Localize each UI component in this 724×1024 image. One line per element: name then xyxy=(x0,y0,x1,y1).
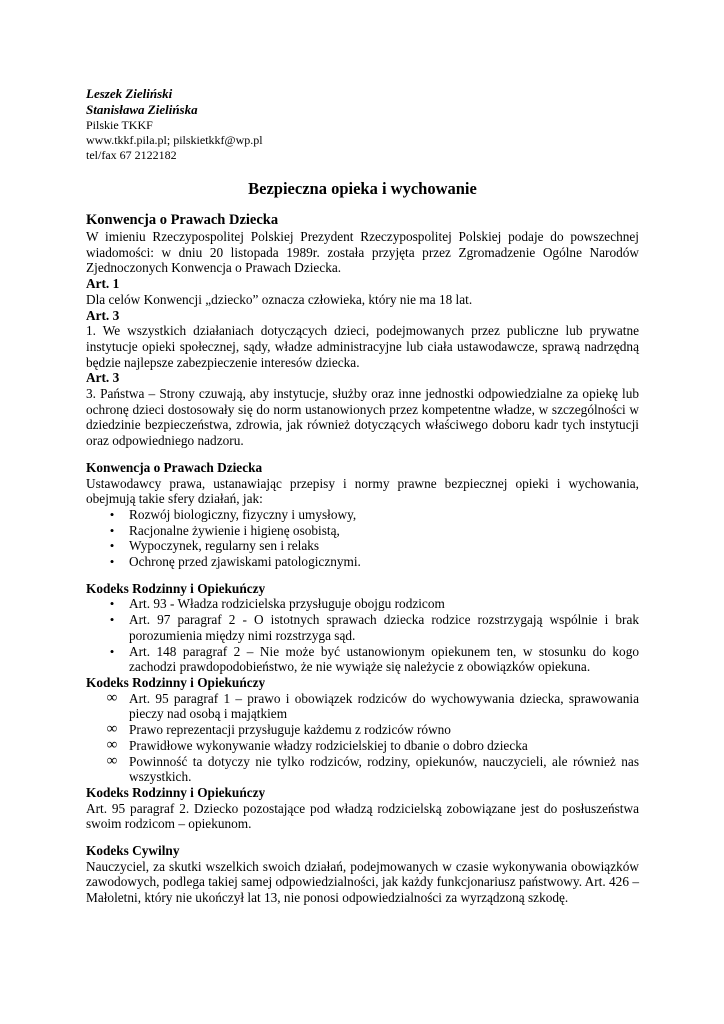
list-item-text: Prawo reprezentacji przysługuje każdemu z rodziców równo xyxy=(129,722,451,738)
contact-phone: tel/fax 67 2122182 xyxy=(86,148,177,162)
list-item-text: Wypoczynek, regularny sen i relaks xyxy=(129,538,320,554)
bullet-list xyxy=(86,507,639,570)
list-item xyxy=(86,596,639,612)
bullet-list xyxy=(86,596,639,675)
list-item xyxy=(86,691,639,722)
paragraph: Nauczyciel, za skutki wszelkich swoich działań, podejmowanych w czasie wykonywania obowiązków zawodowych, podlega takiej samej odpowiedzialności, jak każdy funkcjonariusz państwowy. Art. 426 – Małoletni, który nie ukończył lat 13, nie ponosi odpowiedzialności za wyrządzoną szkodę. xyxy=(86,858,639,906)
list-item xyxy=(86,754,639,785)
bullet-icon: • xyxy=(109,612,115,628)
list-item xyxy=(86,554,639,570)
infinity-bullet-icon: ∞ xyxy=(106,752,118,769)
list-item-text: Art. 148 paragraf 2 – Nie może być ustanowionym opiekunem ten, w stosunku do kogo zachodzi prawdopodobieństwo, że nie wywiąże się należycie z obowiązków opiekuna. xyxy=(129,643,639,675)
paragraph: Ustawodawcy prawa, ustanawiając przepisy i normy prawne bezpiecznej opieki i wychowania, obejmują takie sfery działań, jak: xyxy=(86,475,639,507)
section-heading: Kodeks Rodzinny i Opiekuńczy xyxy=(86,784,266,800)
section-heading: Konwencja o Prawach Dziecka xyxy=(86,212,279,228)
list-item-text: Powinność ta dotyczy nie tylko rodziców, rodziny, opiekunów, nauczycieli, ale również nas wszystkich. xyxy=(129,753,639,785)
list-item-text: Art. 93 - Władza rodzicielska przysługuje obojgu rodzicom xyxy=(129,596,445,612)
paragraph: 3. Państwa – Strony czuwają, aby instytucje, służby oraz inne jednostki odpowiedzialne za opiekę lub ochronę dzieci dostosowały się do norm ustanowionych przez kompetentne władze, w szczególności w dziedzinie bezpieczeństwa, zdrowia, jak również dotyczących właściwego doboru kadr tych instytucji oraz odpowiedniego nadzoru. xyxy=(86,386,639,449)
list-item xyxy=(86,538,639,554)
bullet-icon: • xyxy=(109,538,115,554)
list-item xyxy=(86,738,639,754)
list-item xyxy=(86,612,639,643)
author-name: Leszek Zieliński xyxy=(86,86,173,101)
list-item-text: Art. 95 paragraf 1 – prawo i obowiązek rodziców do wychowywania dziecka, sprawowania pieczy nad osobą i majątkiem xyxy=(129,690,639,722)
list-item xyxy=(86,523,639,539)
bullet-icon: • xyxy=(109,643,115,659)
infinity-bullet-icon: ∞ xyxy=(106,689,118,706)
bullet-icon: • xyxy=(109,554,115,570)
infinity-bullet-icon: ∞ xyxy=(106,721,118,738)
document-page xyxy=(86,86,639,906)
bullet-icon: • xyxy=(109,522,115,538)
section-heading: Kodeks Cywilny xyxy=(86,843,180,859)
list-item-text: Prawidłowe wykonywanie władzy rodzicielskiej to dbanie o dobro dziecka xyxy=(129,737,528,753)
list-item-text: Art. 97 paragraf 2 - O istotnych sprawach dziecka rodzice rozstrzygają wspólnie i brak porozumienia między nimi rozstrzyga sąd. xyxy=(129,612,639,643)
article-heading: Art. 3 xyxy=(86,370,120,386)
section-heading: Konwencja o Prawach Dziecka xyxy=(86,459,263,475)
paragraph: Dla celów Konwencji „dziecko” oznacza człowieka, który nie ma 18 lat. xyxy=(86,291,473,307)
article-heading: Art. 3 xyxy=(86,307,120,323)
bullet-icon: • xyxy=(109,596,115,612)
section-heading: Kodeks Rodzinny i Opiekuńczy xyxy=(86,674,266,690)
infinity-list xyxy=(86,691,639,785)
list-item-text: Ochronę przed zjawiskami patologicznymi. xyxy=(129,554,361,570)
author-name: Stanisława Zielińska xyxy=(86,102,198,117)
list-item-text: Racjonalne żywienie i higienę osobistą, xyxy=(129,522,340,538)
list-item xyxy=(86,507,639,523)
list-item xyxy=(86,644,639,675)
document-title: Bezpieczna opieka i wychowanie xyxy=(248,179,477,198)
list-item xyxy=(86,722,639,738)
paragraph: W imieniu Rzeczypospolitej Polskiej Prezydent Rzeczypospolitej Polskiej podaje do powszechnej wiadomości: w dniu 20 listopada 1989r. została przyjęta przez Zgromadzenie Ogólne Narodów Zjednoczonych Konwencja o Prawach Dziecka. xyxy=(86,229,639,276)
bullet-icon: • xyxy=(109,506,115,522)
paragraph: 1. We wszystkich działaniach dotyczących dzieci, podejmowanych przez publiczne lub prywatne instytucje opieki społecznej, sądy, władze administracyjne lub ciała ustawodawcze, sprawą nadrzędną będzie najlepsze zabezpieczenie interesów dziecka. xyxy=(86,323,639,370)
infinity-bullet-icon: ∞ xyxy=(106,736,118,753)
contact-web-email: www.tkkf.pila.pl; pilskietkkf@wp.pl xyxy=(86,133,263,147)
list-item-text: Rozwój biologiczny, fizyczny i umysłowy, xyxy=(129,506,357,522)
article-heading: Art. 1 xyxy=(86,276,120,292)
paragraph: Art. 95 paragraf 2. Dziecko pozostające pod władzą rodzicielską zobowiązane jest do posłuszeństwa swoim rodzicom – opiekunom. xyxy=(86,800,639,832)
section-heading: Kodeks Rodzinny i Opiekuńczy xyxy=(86,580,266,596)
organization: Pilskie TKKF xyxy=(86,118,153,132)
